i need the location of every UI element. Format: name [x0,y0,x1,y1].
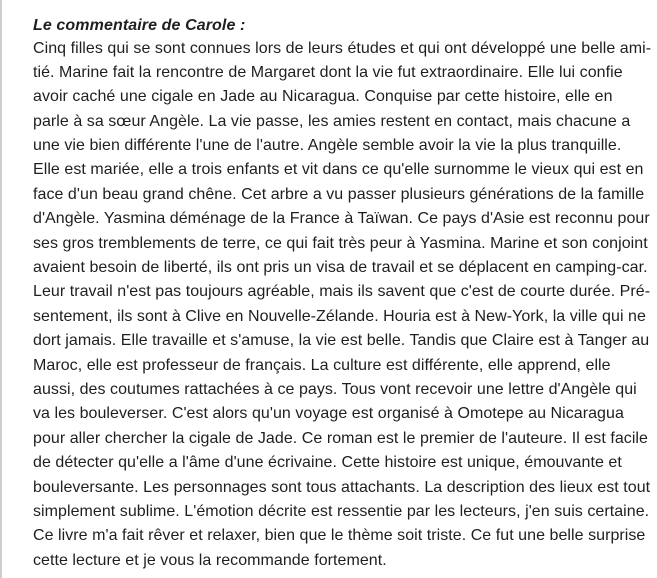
left-border-rule [0,0,2,578]
review-line: avaient besoin de liberté, ils ont pris un visa de travail et se déplacent en camping-car. [33,259,648,277]
review-line: bouleversante. Les personnages sont tous attachants. La description des lieux est tout [33,478,651,496]
review-line: Cinq filles qui se sont connues lors de leurs études et qui ont développé une belle ami- [33,39,652,57]
review-line: ses gros tremblements de terre, ce qui fait très peur à Yasmina. Marine et son conjoint [33,234,648,252]
review-line: dort jamais. Elle travaille et s'amuse, la vie est belle. Tandis que Claire est à Tanger au [33,332,650,350]
review-line: Maroc, elle est professeur de français. La culture est différente, elle apprend, elle [33,356,611,374]
review-line: avoir caché une cigale en Jade au Nicaragua. Conquise par cette histoire, elle en [33,88,613,106]
review-line: aussi, des coutumes rattachées à ce pays. Tous vont recevoir une lettre d'Angèle qui [33,380,637,398]
review-line: parle à sa sœur Angèle. La vie passe, les amies restent en contact, mais chacune a [33,112,631,130]
review-line: pour aller chercher la cigale de Jade. Ce roman est le premier de l'auteure. Il est facile [33,429,648,447]
review-line: sentement, ils sont à Clive en Nouvelle-Zélande. Houria est à New-York, la ville qui ne [33,307,646,325]
review-heading: Le commentaire de Carole : [33,17,246,34]
review-body [33,37,653,574]
review-line: simplement sublime. L'émotion décrite est ressentie par les lecteurs, j'en suis certaine. [33,502,650,520]
review-line: d'Angèle. Yasmina déménage de la France à Taïwan. Ce pays d'Asie est reconnu pour [33,210,650,228]
review-line: Ce livre m'a fait rêver et relaxer, bien que le thème soit triste. Ce fut une belle surprise [33,527,646,545]
review-line: de détecter qu'elle a l'âme d'une écrivaine. Cette histoire est unique, émouvante et [33,454,622,472]
review-line: va les bouleverser. C'est alors qu'un voyage est organisé à Omotepe au Nicaragua [33,405,624,423]
review-line: face d'un beau grand chêne. Cet arbre a vu passer plusieurs générations de la famille [33,185,645,203]
review-line: cette lecture et je vous la recommande fortement. [33,551,387,569]
review-block [33,15,653,573]
review-line: tié. Marine fait la rencontre de Margaret dont la vie fut extraordinaire. Elle lui confie [33,63,623,81]
review-line: Elle est mariée, elle a trois enfants et vit dans ce qu'elle surnomme le vieux qui est en [33,161,644,179]
review-line: une vie bien différente l'une de l'autre. Angèle semble avoir la vie la plus tranquille. [33,137,622,155]
review-line: Leur travail n'est pas toujours agréable, mais ils savent que c'est de courte durée. Pré- [33,283,651,301]
